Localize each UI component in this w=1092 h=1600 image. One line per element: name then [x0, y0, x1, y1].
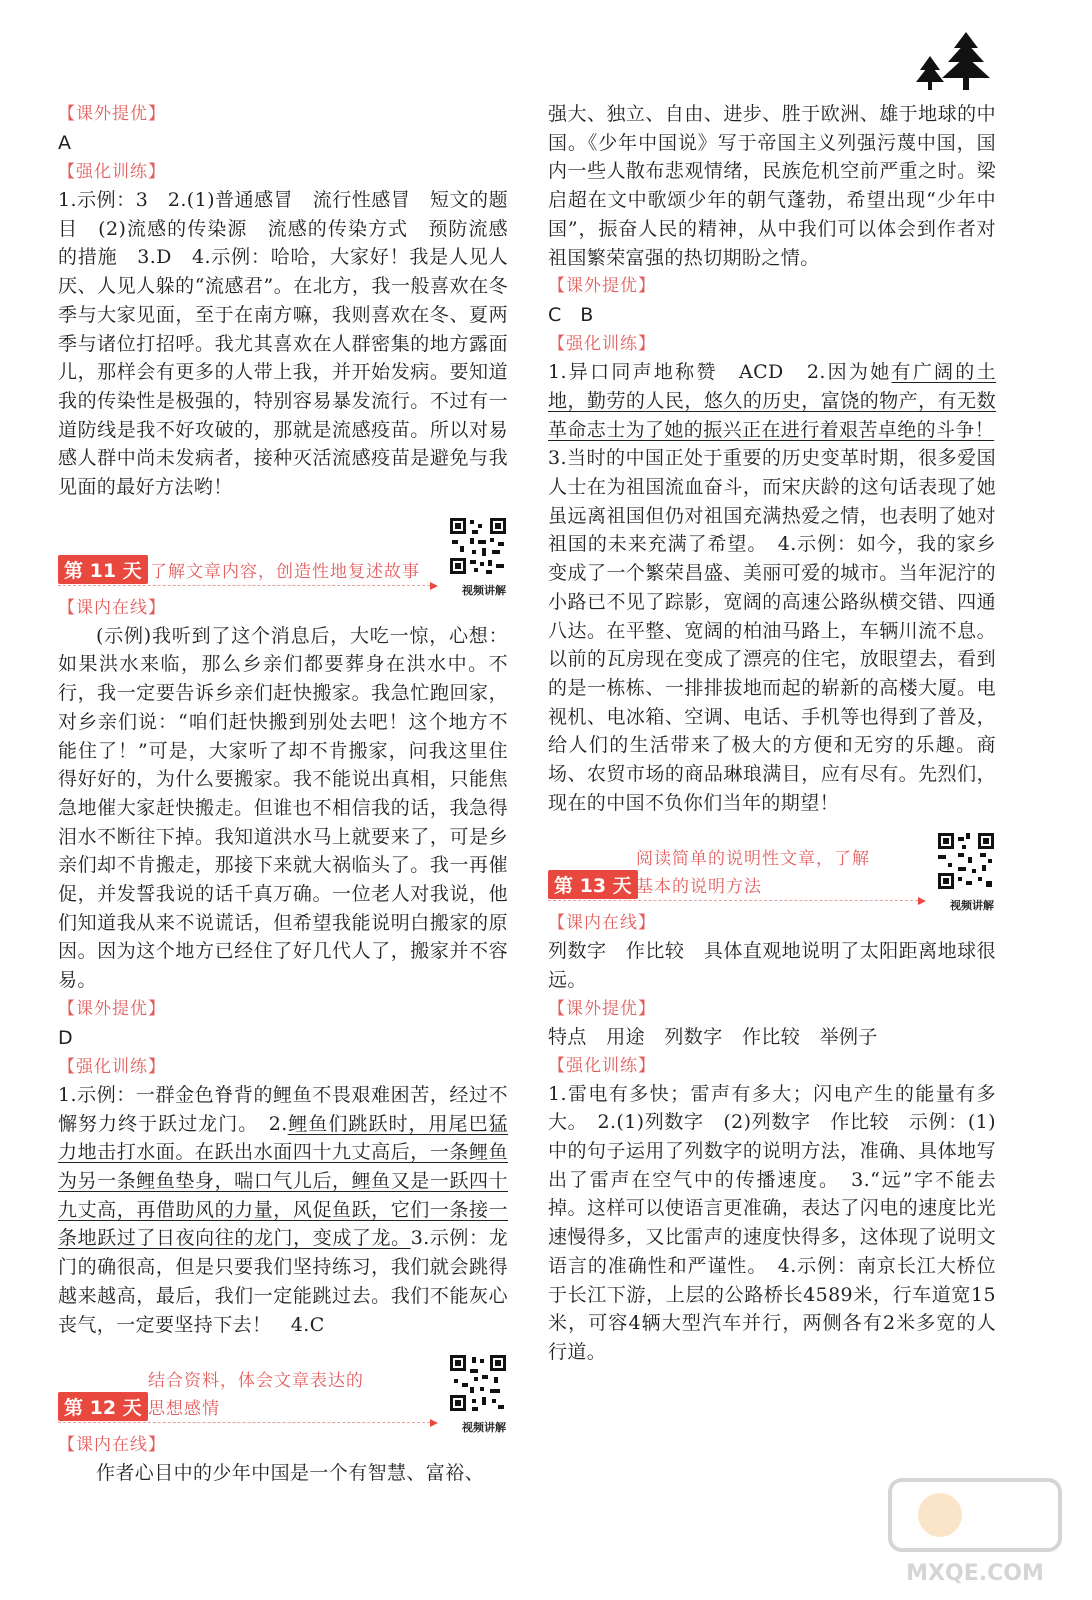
day-title: 结合资料，体会文章表达的 — [148, 1371, 364, 1392]
answer-text: A — [58, 132, 71, 154]
day-title: 了解文章内容，创造性地复述故事 — [150, 561, 420, 582]
day-badge: 第 12 天 — [58, 1392, 148, 1421]
day-12-header — [58, 1353, 508, 1435]
answer-part: 1.示例：一群金色脊背的鲤鱼不畏艰难困苦，经过不懈努力终于跃过龙门。 2. — [58, 1083, 508, 1135]
underlined-answer: 鲤鱼们跳跃时，用尾巴猛力地击打水面。在跃出水面四十九丈高后，一条鲤鱼为另一条鲤鱼垫身，喘口气儿后，鲤鱼又是一跃四十九丈高，再借助风的力量，风促鱼跃，它们一条接一条地跃过了日夜向往的龙门，变成了龙。 — [58, 1112, 508, 1250]
answer-paragraph — [58, 1081, 508, 1339]
underlined-answer: 有广阔的土地，勤劳的人民，悠久的历史，富饶的物产，有无数革命志士为了她的振兴正在进行着艰苦卓绝的斗争！ — [548, 361, 996, 441]
dashed-divider — [58, 1422, 430, 1423]
arrow-icon — [430, 582, 438, 590]
answer-paragraph: 1.雷电有多快；雷声有多大；闪电产生的能量有多大。 2.(1)列数字 (2)列数字 作比较 示例：(1)中的句子运用了列数字的说明方法，准确、具体地写出了雷声在空气中的传播速度。 3.“远”字不能去掉。这样可以使语言更准确，表达了闪电的速度比光速慢得多，又比雷声的速度快得多，这体现了说明文语言的准确性和严谨性。 4.示例：南京长江大桥位于长江下游，上层的公路桥长4589米，行车道宽15米，可容4辆大型汽车并行，两侧各有2米多宽的人行道。 — [548, 1082, 996, 1363]
watermark-text: MXQE.COM — [906, 1561, 1044, 1586]
section-label: 【课内在线】 — [548, 913, 656, 934]
section-label: 【强化训练】 — [548, 1055, 656, 1076]
answer-paragraph — [548, 358, 1014, 817]
day-11-header — [58, 516, 508, 597]
qr-code-icon[interactable] — [448, 516, 508, 576]
dashed-divider — [58, 585, 430, 586]
answer-paragraph: 特点 用途 列数字 作比较 举例子 — [548, 1025, 878, 1048]
tree-icon — [912, 30, 998, 94]
day-badge: 第 11 天 — [58, 555, 148, 584]
answer-part: 1.异口同声地称赞 ACD 2.因为她 — [548, 361, 892, 384]
day-title: 思想感情 — [148, 1399, 220, 1420]
video-label: 视频讲解 — [462, 1421, 506, 1435]
section-label: 【强化训练】 — [548, 334, 656, 355]
answer-paragraph: 强大、独立、自由、进步、胜于欧洲、雄于地球的中国。《少年中国说》写于帝国主义列强污蔑中国，国内一些人散布悲观情绪，民族危机空前严重之时。梁启超在文中歌颂少年的朝气蓬勃，希望出现“少年中国”，振奋人民的精神，从中我们可以体会到作者对祖国繁荣富强的热切期盼之情。 — [548, 103, 996, 269]
qr-code-icon[interactable] — [448, 1353, 508, 1413]
section-label: 【课外提优】 — [548, 998, 656, 1019]
day-badge: 第 13 天 — [548, 870, 638, 899]
dashed-divider — [548, 900, 918, 901]
section-label: 【课内在线】 — [58, 1435, 166, 1456]
section-label: 【课外提优】 — [548, 276, 656, 297]
answer-paragraph: 列数字 作比较 具体直观地说明了太阳距离地球很远。 — [548, 940, 996, 992]
section-label: 【课外提优】 — [58, 998, 166, 1019]
right-column — [548, 100, 1014, 1367]
answer-paragraph: 作者心目中的少年中国是一个有智慧、富裕、 — [96, 1462, 485, 1485]
day-13-header — [548, 831, 996, 913]
answer-part: 3.当时的中国正处于重要的历史变革时期，很多爱国人士在为祖国流血奋斗，而宋庆龄的这句话表现了她虽远离祖国但仍对祖国充满热爱之情，也表明了她对祖国的未来充满了希望。 4.示例：如今，我的家乡变成了一个繁荣昌盛、美丽可爱的城市。当年泥泞的小路已不见了踪影，宽阔的高速公路纵横交错、四通八达。在平整、宽阔的柏油马路上，车辆川流不息。以前的瓦房现在变成了漂亮的住宅，放眼望去，看到的是一栋栋、一排排拔地而起的崭新的高楼大厦。电视机、电冰箱、空调、电话、手机等也得到了普及，给人们的生活带来了极大的方便和无穷的乐趣。商场、农贸市场的商品琳琅满目，应有尽有。先烈们，现在的中国不负你们当年的期望！ — [548, 418, 1014, 814]
day-title: 阅读简单的说明性文章，了解 — [636, 849, 870, 870]
day-title: 基本的说明方法 — [636, 877, 762, 898]
left-column — [58, 100, 508, 1488]
arrow-icon — [430, 1419, 438, 1427]
answer-paragraph: (示例)我听到了这个消息后，大吃一惊，心想：如果洪水来临，那么乡亲们都要葬身在洪水中。不行，我一定要告诉乡亲们赶快搬家。我急忙跑回家，对乡亲们说：“咱们赶快搬到别处去吧！这个地方不能住了！”可是，大家听了却不肯搬家，问我这里住得好好的，为什么要搬家。我不能说出真相，只能焦急地催大家赶快搬走。但谁也不相信我的话，我急得泪水不断往下掉。我知道洪水马上就要来了，可是乡亲们却不肯搬走，那接下来就大祸临头了。我一再催促，并发誓我说的话千真万确。一位老人对我说，他们知道我从来不说谎话，但希望我能说明白搬家的原因。因为这个地方已经住了好几代人了，搬家并不容易。 — [58, 624, 508, 992]
section-label: 【强化训练】 — [58, 162, 166, 182]
section-label: 【课外提优】 — [58, 104, 166, 124]
section-label: 【强化训练】 — [58, 1056, 166, 1077]
video-label: 视频讲解 — [950, 899, 994, 913]
answer-part: 3.示例：龙门的确很高，但是只要我们坚持练习，我们就会跳得越来越高，最后，我们一定能跳过去。我们不能灰心丧气，一定要坚持下去！ 4.C — [58, 1227, 509, 1336]
video-label: 视频讲解 — [462, 583, 506, 597]
section-label: 【课内在线】 — [58, 597, 166, 618]
answer-text: C B — [548, 304, 594, 327]
arrow-icon — [918, 897, 926, 905]
watermark-logo — [880, 1470, 1070, 1590]
answer-text: D — [58, 1026, 73, 1049]
answer-paragraph: 1.示例：3 2.(1)普通感冒 流行性感冒 短文的题目 (2)流感的传染源 流感的传染方式 预防流感的措施 3.D 4.示例：哈哈，大家好！我是人见人厌、人见人躲的“流感君”。在北方，我一般喜欢在冬季与大家见面，至于在南方嘛，我则喜欢在冬、夏两季与诸位打招呼。我尤其喜欢在人群密集的地方露面儿，那样会有更多的人带上我，并开始发病。要知道我的传染性是极强的，特别容易暴发流行。不过有一道防线是我不好攻破的，那就是流感疫苗。所以对易感人群中尚未发病者，接种灭活流感疫苗是避免与我见面的最好方法哟！ — [58, 189, 508, 499]
qr-code-icon[interactable] — [936, 831, 996, 891]
